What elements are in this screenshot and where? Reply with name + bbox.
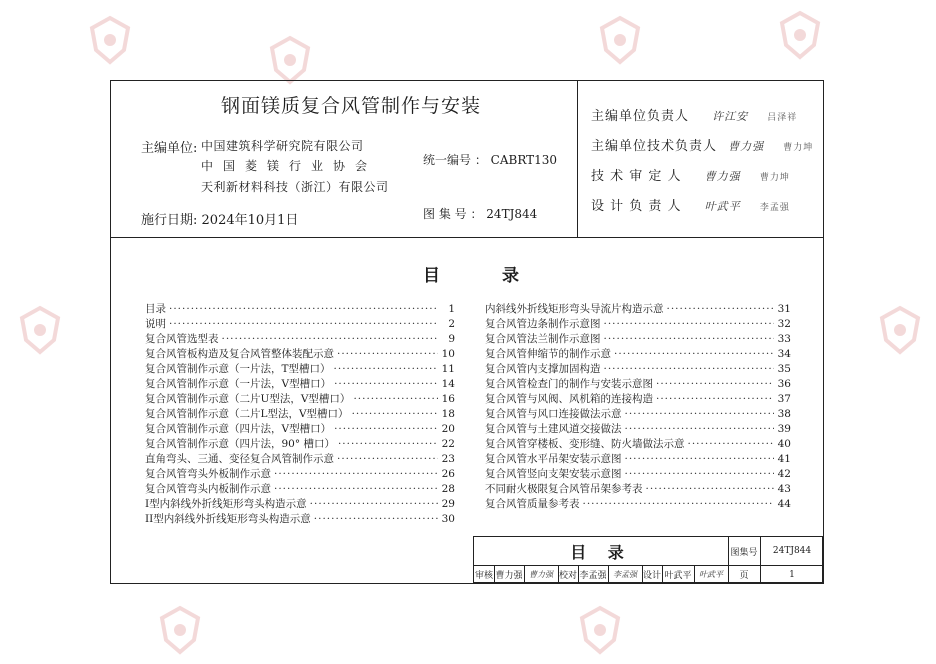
tb-design-sign: 叶武平 xyxy=(699,570,723,579)
toc-entry-page: 20 xyxy=(441,423,455,435)
toc-entry xyxy=(145,482,455,497)
toc-leader-dots xyxy=(583,497,775,512)
signature: 曹力坤 xyxy=(759,173,790,183)
toc-entry-label: 复合风管制作示意（二片U型法，V型槽口） xyxy=(145,393,351,405)
toc-entry-page: 28 xyxy=(441,483,455,495)
code-value: CABRT130 xyxy=(490,153,558,167)
signature: 曹力强 xyxy=(704,170,741,183)
toc-entry xyxy=(485,362,791,377)
toc-leader-dots xyxy=(614,347,774,362)
toc-entry-page: 38 xyxy=(777,408,791,420)
toc-entry-label: 复合风管检查门的制作与安装示意图 xyxy=(485,378,653,390)
toc-entry-page: 29 xyxy=(441,498,455,510)
atlas-number: 图 集 号 ： 24TJ844 xyxy=(423,207,538,221)
toc-leader-dots xyxy=(310,497,438,512)
toc-entry-page: 18 xyxy=(441,408,455,420)
toc-entry-label: 复合风管与风阀、风机箱的连接构造 xyxy=(485,393,653,405)
toc-entry-page: 33 xyxy=(777,333,791,345)
document-title: 钢面镁质复合风管制作与安装 xyxy=(221,95,482,117)
signature: 许江安 xyxy=(712,110,749,123)
toc-entry-page: 40 xyxy=(777,438,791,450)
toc-entry xyxy=(145,452,455,467)
toc-leader-dots xyxy=(353,392,438,407)
header-vertical-divider xyxy=(577,81,578,237)
toc-entry-page: 41 xyxy=(777,453,791,465)
toc-entry xyxy=(485,422,791,437)
toc-entry-page: 37 xyxy=(777,393,791,405)
editor-unit-3: 天利新材料科技（浙江）有限公司 xyxy=(201,180,389,194)
watermark-logo-icon xyxy=(590,10,650,70)
signature: 叶武平 xyxy=(704,200,741,213)
toc-entry-page: 39 xyxy=(777,423,791,435)
toc-entry-label: 复合风管竖向支架安装示意图 xyxy=(485,468,622,480)
toc-entry-page: 30 xyxy=(441,513,455,525)
toc-entry-label: 复合风管板构造及复合风管整体装配示意 xyxy=(145,348,334,360)
responsible-row-4 xyxy=(591,195,790,214)
toc-entry xyxy=(145,377,455,392)
toc-entry-page: 44 xyxy=(777,498,791,510)
toc-entry-label: 复合风管边条制作示意图 xyxy=(485,318,601,330)
toc-entry xyxy=(145,422,455,437)
watermark-logo-icon xyxy=(570,600,630,660)
toc-leader-dots xyxy=(625,467,775,482)
editor-unit-1: 中国建筑科学研究院有限公司 xyxy=(201,139,364,153)
responsible-row-2 xyxy=(591,135,813,154)
toc-leader-dots xyxy=(222,332,439,347)
toc-entry xyxy=(145,392,455,407)
toc-entry xyxy=(145,437,455,452)
toc-entry-page: 23 xyxy=(441,453,455,465)
toc-entry xyxy=(145,347,455,362)
date-label: 施行日期: xyxy=(141,213,198,228)
watermark-logo-icon xyxy=(80,10,140,70)
toc-entry xyxy=(145,317,455,332)
toc-leader-dots xyxy=(314,512,438,527)
responsible-role: 主编单位负责人 xyxy=(591,109,690,124)
toc-entry xyxy=(485,497,791,512)
toc-leader-dots xyxy=(169,317,438,332)
tb-design-label: 设计 xyxy=(642,571,661,581)
toc-entry-label: 不同耐火极限复合风管吊架参考表 xyxy=(485,483,643,495)
toc-leader-dots xyxy=(656,377,774,392)
toc-entry-page: 14 xyxy=(441,378,455,390)
toc-entry-label: 复合风管选型表 xyxy=(145,333,219,345)
date-value: 2024年10月1日 xyxy=(201,213,299,228)
toc-leader-dots xyxy=(337,452,438,467)
toc-leader-dots xyxy=(604,332,775,347)
toc-entry xyxy=(485,392,791,407)
toc-left-column xyxy=(145,302,455,527)
toc-entry-page: 9 xyxy=(448,333,455,345)
toc-entry-page: 31 xyxy=(777,303,791,315)
toc-entry xyxy=(485,377,791,392)
toc-entry-label: 目录 xyxy=(145,303,166,315)
toc-leader-dots xyxy=(274,482,438,497)
toc-entry xyxy=(145,407,455,422)
toc-leader-dots xyxy=(625,407,775,422)
watermark-logo-icon xyxy=(150,600,210,660)
tb-check-name: 李孟强 xyxy=(579,571,607,581)
tb-check-label: 校对 xyxy=(558,571,577,581)
toc-entry-label: 复合风管制作示意（四片法，V型槽口） xyxy=(145,423,332,435)
signature: 曹力强 xyxy=(728,140,765,153)
toc-entry xyxy=(145,302,455,317)
signature: 吕泽祥 xyxy=(767,113,798,123)
toc-heading-char: 录 xyxy=(502,266,521,286)
toc-leader-dots xyxy=(604,317,775,332)
toc-leader-dots xyxy=(334,422,438,437)
responsible-role: 技 术 审 定 人 xyxy=(591,169,682,184)
toc-entry xyxy=(145,362,455,377)
toc-entry xyxy=(485,407,791,422)
toc-entry-label: 复合风管伸缩节的制作示意 xyxy=(485,348,611,360)
signature: 曹力坤 xyxy=(783,143,814,153)
toc-entry-label: I型内斜线外折线矩形弯头构造示意 xyxy=(145,498,307,510)
toc-leader-dots xyxy=(604,362,775,377)
toc-entry-label: 直角弯头、三通、变径复合风管制作示意 xyxy=(145,453,334,465)
toc-entry xyxy=(485,437,791,452)
toc-leader-dots xyxy=(688,437,775,452)
toc-entry-page: 16 xyxy=(441,393,455,405)
toc-entry-label: 复合风管制作示意（二片L型法，V型槽口） xyxy=(145,408,349,420)
toc-leader-dots xyxy=(338,437,438,452)
tb-review-sign: 曹力强 xyxy=(529,570,553,579)
toc-entry-label: II型内斜线外折线矩形弯头构造示意 xyxy=(145,513,311,525)
header-divider xyxy=(111,237,823,238)
tb-page-label: 页 xyxy=(739,571,749,581)
toc-right-column xyxy=(485,302,791,512)
title-block xyxy=(473,536,823,583)
toc-leader-dots xyxy=(625,452,775,467)
toc-leader-dots xyxy=(337,347,438,362)
toc-entry xyxy=(485,317,791,332)
toc-entry-page: 22 xyxy=(441,438,455,450)
tb-check-sign: 李孟强 xyxy=(613,570,637,579)
tb-page-value: 1 xyxy=(789,569,795,580)
toc-entry-label: 复合风管水平吊架安装示意图 xyxy=(485,453,622,465)
toc-entry-label: 复合风管质量参考表 xyxy=(485,498,580,510)
effective-date xyxy=(141,209,298,228)
toc-entry-label: 复合风管弯头外板制作示意 xyxy=(145,468,271,480)
toc-heading-char: 目 xyxy=(423,266,442,286)
toc-entry-page: 26 xyxy=(441,468,455,480)
toc-entry-label: 复合风管制作示意（一片法，V型槽口） xyxy=(145,378,332,390)
toc-entry-page: 1 xyxy=(448,303,455,315)
toc-entry-page: 34 xyxy=(777,348,791,360)
tb-review-name: 曹力强 xyxy=(495,571,523,581)
toc-entry xyxy=(145,512,455,527)
toc-entry-label: 说明 xyxy=(145,318,166,330)
toc-entry xyxy=(145,467,455,482)
toc-entry-page: 32 xyxy=(777,318,791,330)
toc-entry-page: 35 xyxy=(777,363,791,375)
toc-entry xyxy=(485,347,791,362)
editor-unit-2: 中国菱镁行业协会 xyxy=(201,159,378,173)
toc-entry-page: 2 xyxy=(448,318,455,330)
toc-entry-label: 复合风管制作示意（四片法，90° 槽口） xyxy=(145,438,335,450)
toc-entry xyxy=(145,497,455,512)
editor-unit-label: 主编单位: xyxy=(141,141,198,156)
toc-leader-dots xyxy=(334,377,438,392)
responsible-row-1 xyxy=(591,105,797,124)
toc-entry-label: 复合风管与风口连接做法示意 xyxy=(485,408,622,420)
tb-atlas-label: 图集号 xyxy=(730,547,758,558)
toc-entry-page: 42 xyxy=(777,468,791,480)
toc-leader-dots xyxy=(352,407,438,422)
toc-heading xyxy=(423,261,581,286)
toc-leader-dots xyxy=(169,302,438,317)
toc-entry-label: 复合风管法兰制作示意图 xyxy=(485,333,601,345)
toc-entry xyxy=(485,452,791,467)
toc-entry-page: 36 xyxy=(777,378,791,390)
toc-entry xyxy=(485,332,791,347)
code-label: 统一编号 xyxy=(423,153,472,167)
atlas-value: 24TJ844 xyxy=(486,207,538,221)
toc-entry-page: 10 xyxy=(441,348,455,360)
toc-leader-dots xyxy=(646,482,775,497)
toc-leader-dots xyxy=(334,362,438,377)
watermark-logo-icon xyxy=(10,300,70,360)
tb-review-label: 审核 xyxy=(474,571,493,581)
toc-entry-label: 复合风管穿楼板、变形缝、防火墙做法示意 xyxy=(485,438,685,450)
toc-leader-dots xyxy=(656,392,774,407)
toc-entry xyxy=(485,467,791,482)
toc-entry-label: 复合风管弯头内板制作示意 xyxy=(145,483,271,495)
toc-entry xyxy=(145,332,455,347)
toc-leader-dots xyxy=(274,467,438,482)
responsible-role: 主编单位技术负责人 xyxy=(591,139,718,154)
responsible-row-3 xyxy=(591,165,790,184)
toc-entry xyxy=(485,482,791,497)
toc-entry-page: 11 xyxy=(441,363,455,375)
drawing-sheet xyxy=(110,80,824,584)
atlas-label: 图 集 号 xyxy=(423,207,467,221)
toc-entry-label: 复合风管与土建风道交接做法 xyxy=(485,423,622,435)
tb-atlas-value: 24TJ844 xyxy=(772,546,812,556)
toc-leader-dots xyxy=(625,422,775,437)
toc-leader-dots xyxy=(667,302,775,317)
watermark-logo-icon xyxy=(870,300,930,360)
tb-design-name: 叶武平 xyxy=(664,571,692,581)
toc-entry xyxy=(485,302,791,317)
watermark-logo-icon xyxy=(770,5,830,65)
title-block-title: 目 录 xyxy=(570,542,632,562)
toc-entry-label: 复合风管内支撑加固构造 xyxy=(485,363,601,375)
responsible-role: 设 计 负 责 人 xyxy=(591,199,682,214)
toc-entry-page: 43 xyxy=(777,483,791,495)
toc-entry-label: 复合风管制作示意（一片法，T型槽口） xyxy=(145,363,331,375)
toc-entry-label: 内斜线外折线矩形弯头导流片构造示意 xyxy=(485,303,664,315)
unified-code: 统一编号 ： CABRT130 xyxy=(423,153,558,167)
signature: 李孟强 xyxy=(759,203,790,213)
